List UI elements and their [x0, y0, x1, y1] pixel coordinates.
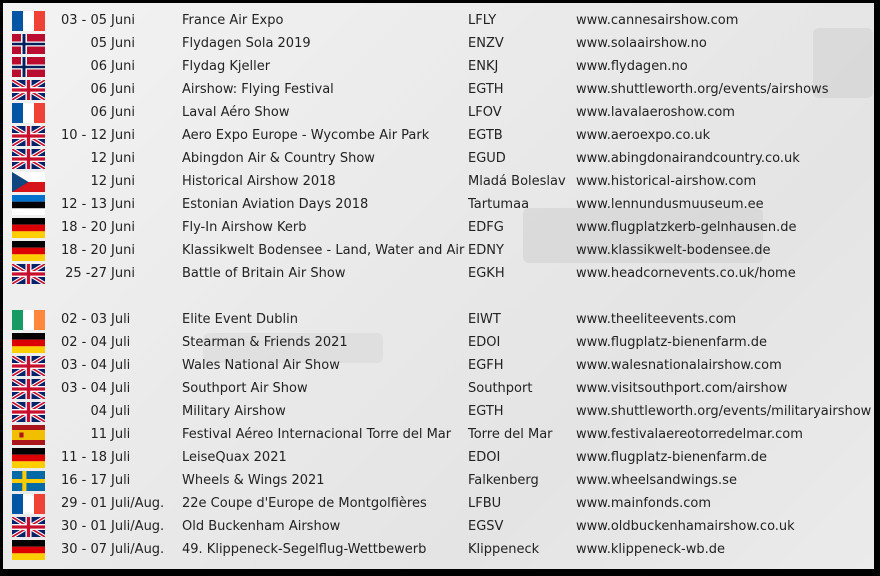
- event-location-code: Falkenberg: [468, 473, 539, 488]
- event-row: [3, 262, 874, 285]
- event-month: Juni: [111, 59, 135, 74]
- event-month: Juni: [111, 243, 135, 258]
- event-row: [3, 9, 874, 32]
- event-website-link[interactable]: www.walesnationalairshow.com: [576, 358, 782, 373]
- uk-flag-icon: [12, 402, 45, 422]
- ireland-flag-icon: [12, 310, 45, 330]
- norway-flag-icon: [12, 57, 45, 77]
- uk-flag-icon: [12, 126, 45, 146]
- event-location-code: EDOI: [468, 450, 501, 465]
- germany-flag-icon: [12, 540, 45, 560]
- event-row: [3, 331, 874, 354]
- event-location-code: EGTB: [468, 128, 503, 143]
- event-website-link[interactable]: www.solaairshow.no: [576, 36, 707, 51]
- event-days: 11 - 18: [60, 450, 107, 465]
- event-days: 16 - 17: [60, 473, 107, 488]
- event-row: [3, 193, 874, 216]
- event-row: [3, 170, 874, 193]
- event-row: [3, 377, 874, 400]
- event-days: 25 -27: [65, 266, 107, 281]
- event-website-link[interactable]: www.mainfonds.com: [576, 496, 712, 511]
- event-website-link[interactable]: www.historical-airshow.com: [576, 174, 757, 189]
- event-name: Old Buckenham Airshow: [182, 519, 341, 534]
- event-row: [3, 515, 874, 538]
- event-location-code: LFLY: [468, 13, 497, 28]
- event-location-code: EGTH: [468, 404, 504, 419]
- event-row: [3, 354, 874, 377]
- event-location-code: Torre del Mar: [468, 427, 553, 442]
- event-month: Juni: [111, 174, 135, 189]
- france-flag-icon: [12, 494, 45, 514]
- event-name: Wales National Air Show: [182, 358, 340, 373]
- event-name: Battle of Britain Air Show: [182, 266, 346, 281]
- event-days: 06: [90, 82, 107, 97]
- event-location-code: ENZV: [468, 36, 504, 51]
- event-location-code: Klippeneck: [468, 542, 540, 557]
- event-location-code: EGTH: [468, 82, 504, 97]
- event-days: 06: [90, 105, 107, 120]
- event-month: Juni: [111, 82, 135, 97]
- czech-flag-icon: [12, 172, 45, 192]
- event-days: 06: [90, 59, 107, 74]
- event-website-link[interactable]: www.flugplatz-bienenfarm.de: [576, 450, 768, 465]
- event-month: Juni: [111, 151, 135, 166]
- event-name: Flydagen Sola 2019: [182, 36, 311, 51]
- event-days: 12: [90, 151, 107, 166]
- uk-flag-icon: [12, 517, 45, 537]
- event-name: Festival Aéreo Internacional Torre del Mar: [182, 427, 452, 442]
- event-location-code: LFOV: [468, 105, 502, 120]
- event-month: Juli: [111, 381, 131, 396]
- germany-flag-icon: [12, 241, 45, 261]
- event-days: 12 - 13: [60, 197, 107, 212]
- event-location-code: EIWT: [468, 312, 501, 327]
- norway-flag-icon: [12, 34, 45, 54]
- event-row: [3, 538, 874, 561]
- event-days: 12: [90, 174, 107, 189]
- event-website-link[interactable]: www.flugplatzkerb-gelnhausen.de: [576, 220, 797, 235]
- event-location-code: EGUD: [468, 151, 506, 166]
- event-row: [3, 423, 874, 446]
- event-location-code: EDNY: [468, 243, 504, 258]
- event-days: 30 - 01: [60, 519, 107, 534]
- event-location-code: EDFG: [468, 220, 504, 235]
- event-days: 04: [90, 404, 107, 419]
- event-month: Juli: [111, 404, 131, 419]
- event-row: [3, 492, 874, 515]
- event-days: 05: [90, 36, 107, 51]
- event-location-code: Mladá Boleslav: [468, 174, 566, 189]
- event-name: Aero Expo Europe - Wycombe Air Park: [182, 128, 430, 143]
- spain-flag-icon: [12, 425, 45, 445]
- event-name: Estonian Aviation Days 2018: [182, 197, 369, 212]
- event-row: [3, 147, 874, 170]
- event-location-code: ENKJ: [468, 59, 499, 74]
- event-name: Fly-In Airshow Kerb: [182, 220, 307, 235]
- event-month: Juni: [111, 105, 135, 120]
- uk-flag-icon: [12, 379, 45, 399]
- germany-flag-icon: [12, 218, 45, 238]
- event-days: 03 - 05: [60, 13, 107, 28]
- event-month: Juli/Aug.: [111, 496, 165, 511]
- event-name: LeiseQuax 2021: [182, 450, 287, 465]
- event-days: 03 - 04: [60, 358, 107, 373]
- event-website-link[interactable]: www.klassikwelt-bodensee.de: [576, 243, 771, 258]
- event-name: Abingdon Air & Country Show: [182, 151, 375, 166]
- event-website-link[interactable]: www.oldbuckenhamairshow.co.uk: [576, 519, 795, 534]
- event-name: Historical Airshow 2018: [182, 174, 336, 189]
- france-flag-icon: [12, 103, 45, 123]
- event-month: Juni: [111, 36, 135, 51]
- event-name: Airshow: Flying Festival: [182, 82, 334, 97]
- event-name: Klassikwelt Bodensee - Land, Water and Air: [182, 243, 465, 258]
- event-website-link[interactable]: www.cannesairshow.com: [576, 13, 739, 28]
- event-website-link[interactable]: www.theeliteevents.com: [576, 312, 737, 327]
- event-website-link[interactable]: www.shuttleworth.org/events/airshows: [576, 82, 829, 97]
- event-days: 10 - 12: [60, 128, 107, 143]
- event-days: 18 - 20: [60, 243, 107, 258]
- event-website-link[interactable]: www.flugplatz-bienenfarm.de: [576, 335, 768, 350]
- event-days: 03 - 04: [60, 381, 107, 396]
- event-days: 30 - 07: [60, 542, 107, 557]
- event-days: 18 - 20: [60, 220, 107, 235]
- event-month: Juni: [111, 220, 135, 235]
- event-days: 29 - 01: [60, 496, 107, 511]
- event-month: Juni: [111, 128, 135, 143]
- event-website-link[interactable]: www.lennundusmuuseum.ee: [576, 197, 764, 212]
- event-location-code: EGSV: [468, 519, 504, 534]
- event-month: Juli: [111, 335, 131, 350]
- event-days: 02 - 04: [60, 335, 107, 350]
- event-month: Juli/Aug.: [111, 542, 165, 557]
- event-row: [3, 469, 874, 492]
- event-days: 11: [90, 427, 107, 442]
- event-month: Juli: [111, 427, 131, 442]
- sweden-flag-icon: [12, 471, 45, 491]
- event-month: Juli: [111, 450, 131, 465]
- event-name: Laval Aéro Show: [182, 105, 290, 120]
- event-name: 49. Klippeneck-Segelflug-Wettbewerb: [182, 542, 427, 557]
- event-location-code: Tartumaa: [468, 197, 530, 212]
- uk-flag-icon: [12, 149, 45, 169]
- event-month: Juli: [111, 312, 131, 327]
- event-website-link[interactable]: www.shuttleworth.org/events/militaryairshow: [576, 404, 872, 419]
- event-website-link[interactable]: www.festivalaereotorredelmar.com: [576, 427, 803, 442]
- germany-flag-icon: [12, 448, 45, 468]
- event-location-code: LFBU: [468, 496, 502, 511]
- france-flag-icon: [12, 11, 45, 31]
- event-website-link[interactable]: www.klippeneck-wb.de: [576, 542, 725, 557]
- event-month: Juni: [111, 266, 135, 281]
- event-location-code: EGKH: [468, 266, 505, 281]
- uk-flag-icon: [12, 264, 45, 284]
- event-row: [3, 239, 874, 262]
- event-row: [3, 32, 874, 55]
- event-month: Juni: [111, 13, 135, 28]
- event-location-code: Southport: [468, 381, 533, 396]
- germany-flag-icon: [12, 333, 45, 353]
- event-name: Flydag Kjeller: [182, 59, 271, 74]
- event-month: Juli: [111, 358, 131, 373]
- event-month: Juni: [111, 197, 135, 212]
- uk-flag-icon: [12, 356, 45, 376]
- event-row: [3, 446, 874, 469]
- event-row: [3, 124, 874, 147]
- event-name: 22e Coupe d'Europe de Montgolfières: [182, 496, 427, 511]
- event-row: [3, 78, 874, 101]
- event-name: Military Airshow: [182, 404, 286, 419]
- event-days: 02 - 03: [60, 312, 107, 327]
- event-row: [3, 216, 874, 239]
- event-website-link[interactable]: www.headcornevents.co.uk/home: [576, 266, 796, 281]
- event-month: Juli/Aug.: [111, 519, 165, 534]
- event-row: [3, 308, 874, 331]
- event-website-link[interactable]: www.lavalaeroshow.com: [576, 105, 735, 120]
- event-website-link[interactable]: www.abingdonairandcountry.co.uk: [576, 151, 800, 166]
- event-website-link[interactable]: www.visitsouthport.com/airshow: [576, 381, 788, 396]
- event-name: Elite Event Dublin: [182, 312, 299, 327]
- event-website-link[interactable]: www.aeroexpo.co.uk: [576, 128, 711, 143]
- estonia-flag-icon: [12, 195, 45, 215]
- event-name: Stearman & Friends 2021: [182, 335, 348, 350]
- event-row: [3, 101, 874, 124]
- airshow-calendar: [3, 3, 874, 569]
- event-location-code: EGFH: [468, 358, 504, 373]
- event-name: Wheels & Wings 2021: [182, 473, 325, 488]
- event-location-code: EDOI: [468, 335, 501, 350]
- uk-flag-icon: [12, 80, 45, 100]
- event-month: Juli: [111, 473, 131, 488]
- event-name: Southport Air Show: [182, 381, 308, 396]
- event-website-link[interactable]: www.wheelsandwings.se: [576, 473, 737, 488]
- event-row: [3, 55, 874, 78]
- event-website-link[interactable]: www.flydagen.no: [576, 59, 688, 74]
- event-name: France Air Expo: [182, 13, 284, 28]
- event-row: [3, 400, 874, 423]
